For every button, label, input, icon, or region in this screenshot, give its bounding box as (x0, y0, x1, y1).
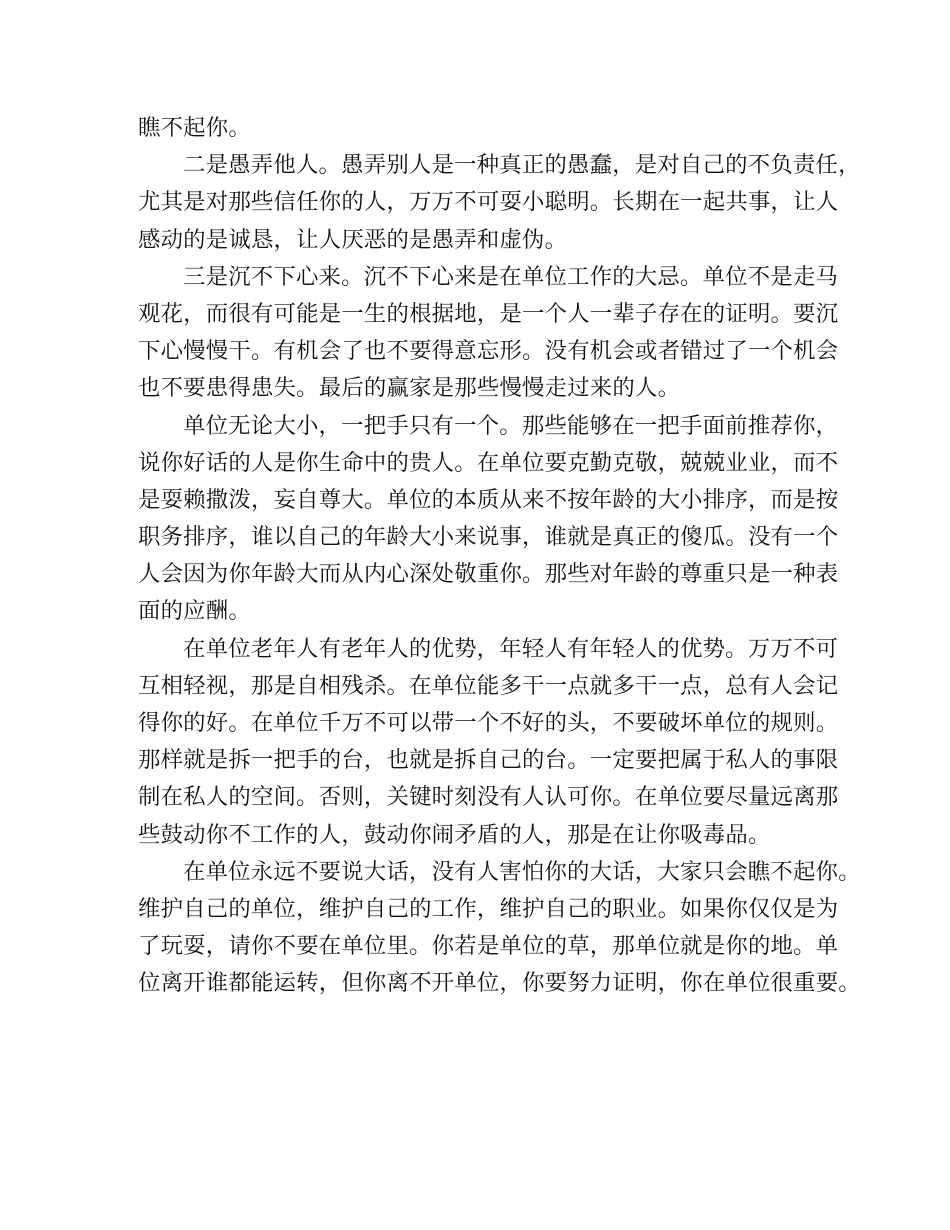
text-line: 那样就是拆一把手的台，也就是拆自己的台。一定要把属于私人的事限 (138, 747, 839, 774)
text-line: 尤其是对那些信任你的人，万万不可耍小聪明。长期在一起共事，让人 (138, 189, 839, 216)
text-line: 下心慢慢干。有机会了也不要得意忘形。没有机会或者错过了一个机会 (138, 338, 839, 365)
text-line: 说你好话的人是你生命中的贵人。在单位要克勤克敬，兢兢业业，而不 (138, 449, 839, 476)
text-line: 职务排序，谁以自己的年龄大小来说事，谁就是真正的傻瓜。没有一个 (138, 524, 839, 551)
text-line: 面的应酬。 (138, 598, 251, 625)
text-line: 些鼓动你不工作的人，鼓动你闹矛盾的人，那是在让你吸毒品。 (138, 821, 771, 848)
paragraph-first-line: 在单位老年人有老年人的优势，年轻人有年轻人的优势。万万不可 (183, 635, 839, 662)
text-line: 瞧不起你。 (138, 115, 251, 141)
text-line: 位离开谁都能运转，但你离不开单位，你要努力证明，你在单位很重要。 (138, 970, 861, 997)
document-page (138, 110, 861, 1003)
paragraph-first-line: 单位无论大小，一把手只有一个。那些能够在一把手面前推荐你， (183, 412, 839, 439)
paragraph-first-line: 二是愚弄他人。愚弄别人是一种真正的愚蠢，是对自己的不负责任， (183, 152, 861, 179)
paragraph-first-line: 在单位永远不要说大话，没有人害怕你的大话，大家只会瞧不起你。 (183, 858, 861, 885)
text-line: 了玩耍，请你不要在单位里。你若是单位的草，那单位就是你的地。单 (138, 933, 839, 960)
text-line: 也不要患得患失。最后的赢家是那些慢慢走过来的人。 (138, 375, 681, 402)
text-line: 人会因为你年龄大而从内心深处敬重你。那些对年龄的尊重只是一种表 (138, 561, 839, 588)
text-line: 维护自己的单位，维护自己的工作，维护自己的职业。如果你仅仅是为 (138, 895, 839, 922)
text-line: 得你的好。在单位千万不可以带一个不好的头，不要破坏单位的规则。 (138, 710, 839, 736)
text-line: 感动的是诚恳，让人厌恶的是愚弄和虚伪。 (138, 226, 568, 253)
text-line: 互相轻视，那是自相残杀。在单位能多干一点就多干一点，总有人会记 (138, 672, 839, 699)
text-line: 观花，而很有可能是一生的根据地，是一个人一辈子存在的证明。要沉 (138, 300, 839, 327)
paragraph-first-line: 三是沉不下心来。沉不下心来是在单位工作的大忌。单位不是走马 (183, 263, 839, 290)
text-line: 是耍赖撒泼，妄自尊大。单位的本质从来不按年龄的大小排序，而是按 (138, 486, 839, 513)
text-line: 制在私人的空间。否则，关键时刻没有人认可你。在单位要尽量远离那 (138, 784, 839, 811)
